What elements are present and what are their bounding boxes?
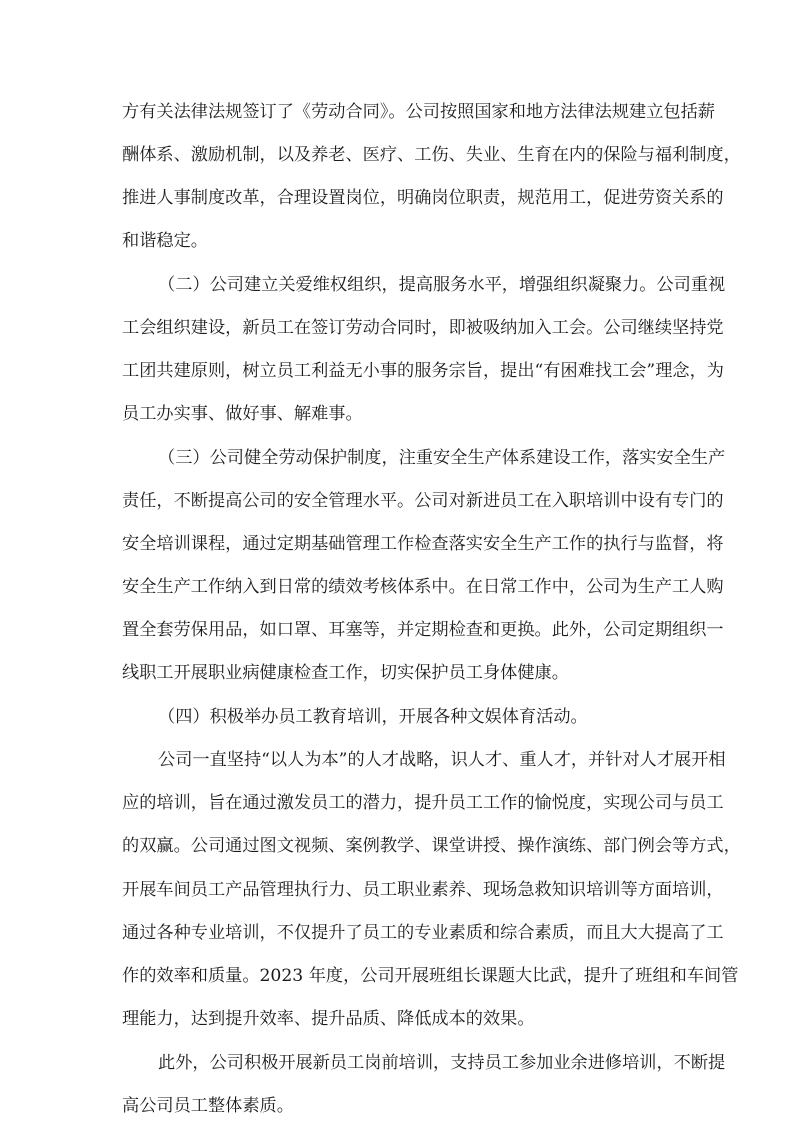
text-line: 推进人事制度改革，合理设置岗位，明确岗位职责，规范用工，促进劳资关系的 <box>122 188 724 208</box>
text-line: 的双赢。公司通过图文视频、案例教学、课堂讲授、操作演练、部门例会等方式， <box>122 836 741 856</box>
text-line: 工会组织建设，新员工在签订劳动合同时，即被吸纳加入工会。公司继续坚持党 <box>122 318 724 338</box>
text-line: 作的效率和质量。2023 年度，公司开展班组长课题大比武，提升了班组和车间管 <box>122 966 739 986</box>
paragraph-start-line: 公司一直坚持“以人为本”的人才战略，识人才、重人才，并针对人才展开相 <box>158 750 726 770</box>
text-line: 置全套劳保用品，如口罩、耳塞等，并定期检查和更换。此外，公司定期组织一 <box>122 620 724 640</box>
text-line: 和谐稳定。 <box>122 231 208 251</box>
text-line: 方有关法律法规签订了《劳动合同》。公司按照国家和地方法律法规建立包括薪 <box>122 102 715 122</box>
text-line: 线职工开展职业病健康检查工作，切实保护员工身体健康。 <box>122 663 569 683</box>
text-line: 通过各种专业培训，不仅提升了员工的专业素质和综合素质，而且大大提高了工 <box>122 923 724 943</box>
text-line: 应的培训，旨在通过激发员工的潜力，提升员工工作的愉悦度，实现公司与员工 <box>122 793 724 813</box>
paragraph-start-line: （二）公司建立关爱维权组织，提高服务水平，增强组织凝聚力。公司重视 <box>158 275 726 295</box>
section-heading-line: （四）积极举办员工教育培训，开展各种文娱体育活动。 <box>158 707 588 727</box>
text-line: 安全培训课程，通过定期基础管理工作检查落实安全生产工作的执行与监督，将 <box>122 534 724 554</box>
text-line: 酬体系、激励机制，以及养老、医疗、工伤、失业、生育在内的保险与福利制度， <box>122 145 741 165</box>
text-line: 理能力，达到提升效率、提升品质、降低成本的效果。 <box>122 1009 535 1029</box>
text-line: 责任，不断提高公司的安全管理水平。公司对新进员工在入职培训中设有专门的 <box>122 491 724 511</box>
text-line: 安全生产工作纳入到日常的绩效考核体系中。在日常工作中，公司为生产工人购 <box>122 577 724 597</box>
text-line: 高公司员工整体素质。 <box>122 1096 294 1116</box>
paragraph-start-line: 此外，公司积极开展新员工岗前培训，支持员工参加业余进修培训，不断提 <box>158 1053 726 1073</box>
text-line: 工团共建原则，树立员工利益无小事的服务宗旨，提出“有困难找工会”理念，为 <box>122 361 724 381</box>
text-line: 开展车间员工产品管理执行力、员工职业素养、现场急救知识培训等方面培训， <box>122 880 724 900</box>
text-line: 员工办实事、做好事、解难事。 <box>122 404 363 424</box>
paragraph-start-line: （三）公司健全劳动保护制度，注重安全生产体系建设工作，落实安全生产 <box>158 448 726 468</box>
